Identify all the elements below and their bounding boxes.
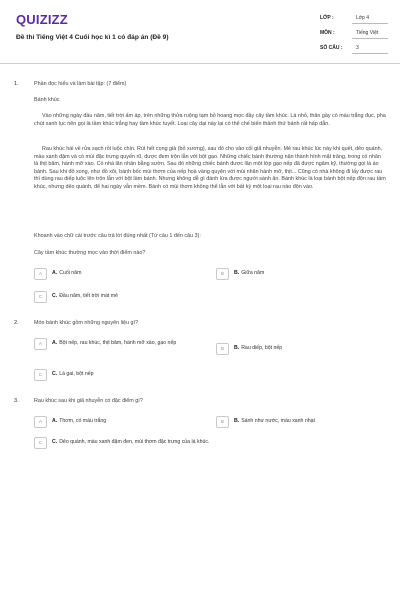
q1-option-b[interactable] [216, 270, 264, 280]
q1-option-a-text: Cuối năm [59, 270, 82, 276]
question-3-text: Rau khúc sau khi giã nhuyễn có đặc điểm gì? [34, 398, 143, 404]
q3-option-c-text: Dẻo quánh, màu xanh đậm đen, mùi thơm đặc trưng của lá khúc. [59, 439, 210, 445]
q2-option-c[interactable] [34, 371, 94, 381]
header-divider [0, 63, 400, 64]
q1-option-a[interactable] [34, 270, 81, 280]
question-1-text: Cây tầm khúc thường mọc vào thời điểm nào? [34, 250, 146, 256]
question-number-1: 1. [14, 81, 19, 87]
passage-paragraph-1 [34, 113, 386, 128]
q1-option-c[interactable] [34, 293, 118, 303]
q1-option-c-prefix: C. [52, 293, 58, 299]
q2-option-b[interactable] [216, 345, 282, 355]
q2-option-a[interactable] [34, 340, 204, 350]
section-heading: Phần đọc hiểu và làm bài tập: (7 điểm) [34, 81, 127, 87]
q3-option-a-text: Thơm, có màu trắng [59, 418, 107, 424]
q1-option-c-text: Đầu năm, tiết trời mát mẻ [59, 293, 118, 299]
quizizz-logo: QUIZIZZ [16, 12, 68, 27]
q2-option-c-box: C [34, 369, 47, 381]
q2-option-b-prefix: B. [234, 345, 240, 351]
passage-paragraph-2 [34, 146, 386, 192]
q3-option-b-prefix: B. [234, 418, 240, 424]
q2-option-b-text: Rau diếp, bột nếp [241, 345, 283, 351]
q3-option-c-prefix: C. [52, 439, 58, 445]
question-count-label: SỐ CÂU : [320, 45, 343, 51]
q3-option-b-text: Sánh như nước, màu xanh nhạt [241, 418, 315, 424]
q1-option-b-prefix: B. [234, 270, 240, 276]
subject-value: Tiếng Việt [356, 30, 379, 36]
q3-option-a-box: A [34, 416, 47, 428]
q2-option-a-text: Bột nếp, rau khúc, thịt băm, hành mỡ xào, gạo nếp [59, 340, 177, 346]
q3-option-b[interactable] [216, 418, 315, 428]
q2-option-a-prefix: A. [52, 340, 58, 346]
subject-label: MÔN : [320, 30, 335, 36]
worksheet-title: Đề thi Tiếng Việt 4 Cuối học kì 1 có đáp án (Đề 9) [16, 34, 169, 41]
instruction-text: Khoanh vào chữ cái trước câu trả lời đúng nhất (Từ câu 1 đến câu 3): [34, 233, 201, 239]
q3-option-a-prefix: A. [52, 418, 58, 424]
passage-paragraph-2-text: Rau khúc hái về rửa sạch rồi luộc chín. Rút hết cọng già (bỏ xương), sau đó cho vào cối giã nhuyễn. Mẻ rau khúc lúc này khi quết, dẻo quánh, màu xanh đậm và có mùi đặc trưng quyến rũ, được đem trộn lẫn với bột gạo. Những chiếc bánh thường nặn thành hình mặt trăng, trong có nhân là thịt băm, hành mỡ xào. Có nhà lăn nhân bằng sườn. Sau đó những chiếc bánh được lăn một lớp gạo nếp đã được ngâm kỹ, thường gọi là áo bánh. Sau khi đồ xong, như đồ xôi, bánh bốc mùi thơm của nếp hoà vàng quyện với mùi nhân hành mỡ, thịt... Cũng có nhà không đi lấy được rau thì dùng rau diếp luộc lên trộn lẫn với bột làm bánh. Nhưng không dễ gì đánh lừa được người sành ăn. Bánh khúc là loại bánh bột nếp độn rau tầm khúc, nhưng dẻo quánh, để hai ngày vẫn mềm. Bánh có mùi thơm không thể lẫn với bất kỳ một loại rau nào độn vào. [34, 146, 386, 190]
subject-underline [352, 38, 388, 39]
grade-label: LỚP : [320, 15, 334, 21]
passage-title: Bánh khúc [34, 97, 60, 103]
passage-paragraph-1-text: Vào những ngày đầu năm, tiết trời ấm áp, trên những thửa ruộng tạm bỏ hoang mọc đầy cây tầm khúc. Lá nhỏ, thân gầy có màu trắng đục, pha chút xanh lục nên gọi là tầm khúc trắng hay tầm khúc tuyết. Loại cây dại này lại có thể chế biến thành thứ bánh rất hấp dẫn. [34, 113, 386, 127]
q2-option-c-prefix: C. [52, 371, 58, 377]
grade-underline [352, 23, 388, 24]
q1-option-a-prefix: A. [52, 270, 58, 276]
question-number-2: 2. [14, 320, 19, 326]
q3-option-a[interactable] [34, 418, 106, 428]
grade-value: Lớp 4 [356, 15, 370, 21]
q1-option-a-box: A [34, 268, 47, 280]
q1-option-c-box: C [34, 291, 47, 303]
q1-option-b-text: Giữa năm [241, 270, 265, 276]
q3-option-b-box: B [216, 416, 229, 428]
q2-option-b-box: B [216, 343, 229, 355]
q2-option-a-box: A [34, 338, 47, 350]
question-count-underline [352, 53, 388, 54]
q3-option-c[interactable] [34, 439, 214, 449]
question-number-3: 3. [14, 398, 19, 404]
q1-option-b-box: B [216, 268, 229, 280]
question-count-value: 3 [356, 45, 359, 51]
q2-option-c-text: Lá gai, bột nếp [59, 371, 94, 377]
q3-option-c-box: C [34, 437, 47, 449]
question-2-text: Món bánh khúc gồm những nguyên liệu gì? [34, 320, 139, 326]
